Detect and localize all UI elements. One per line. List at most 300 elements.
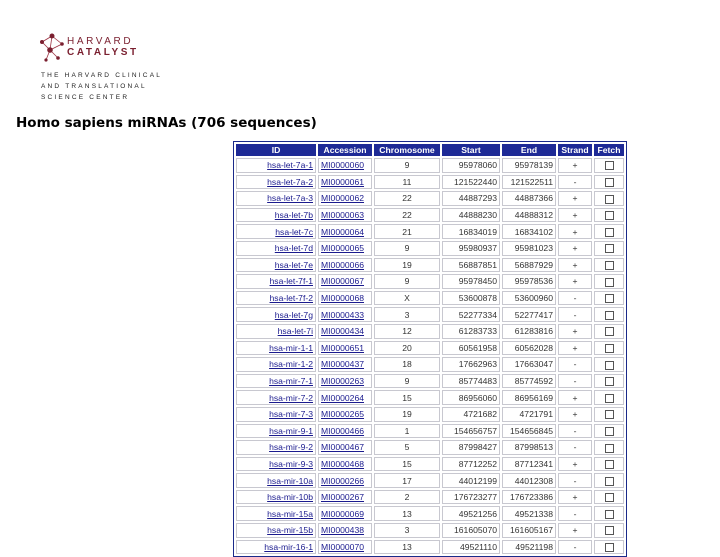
mirna-id-link[interactable]: hsa-mir-1-1 <box>269 342 313 353</box>
end-text: 154656845 <box>509 425 553 436</box>
column-header-id[interactable]: ID <box>236 144 316 156</box>
accession-cell <box>318 440 372 455</box>
strand-text: - <box>573 309 577 320</box>
table-row <box>236 390 624 405</box>
start-text: 53600878 <box>458 293 497 304</box>
strand-cell <box>558 291 592 306</box>
harvard-catalyst-logo <box>38 32 163 104</box>
start-cell <box>442 175 500 190</box>
strand-text: + <box>572 243 578 254</box>
table-row <box>236 191 624 206</box>
chromosome-text: 1 <box>404 425 410 436</box>
fetch-checkbox[interactable] <box>605 195 614 204</box>
end-cell <box>502 440 556 455</box>
table-row <box>236 540 624 555</box>
mirna-id-link[interactable]: hsa-let-7b <box>274 210 313 221</box>
mirna-id-link[interactable]: hsa-mir-16-1 <box>264 541 313 552</box>
table-row <box>236 506 624 521</box>
accession-link[interactable]: MI0000466 <box>321 425 365 436</box>
end-text: 87998513 <box>514 442 553 453</box>
end-cell <box>502 258 556 273</box>
strand-cell <box>558 540 592 555</box>
end-cell <box>502 175 556 190</box>
fetch-checkbox[interactable] <box>605 477 614 486</box>
end-text: 176723386 <box>509 492 553 503</box>
table-row <box>236 374 624 389</box>
fetch-cell <box>594 490 624 505</box>
chromosome-cell <box>374 523 440 538</box>
chromosome-cell <box>374 241 440 256</box>
logo-tagline-3: SCIENCE CENTER <box>41 94 130 101</box>
fetch-checkbox[interactable] <box>605 361 614 370</box>
chromosome-cell <box>374 506 440 521</box>
column-header-strand[interactable]: Strand <box>558 144 592 156</box>
accession-cell <box>318 158 372 173</box>
fetch-cell <box>594 241 624 256</box>
accession-cell <box>318 506 372 521</box>
table-row <box>236 457 624 472</box>
end-cell <box>502 473 556 488</box>
chromosome-cell <box>374 191 440 206</box>
fetch-checkbox[interactable] <box>605 311 614 320</box>
chromosome-text: 9 <box>404 376 410 387</box>
accession-link[interactable]: MI0000060 <box>321 160 365 171</box>
accession-link[interactable]: MI0000264 <box>321 392 365 403</box>
accession-link[interactable]: MI0000069 <box>321 508 365 519</box>
strand-text: - <box>573 425 577 436</box>
accession-link[interactable]: MI0000063 <box>321 210 365 221</box>
strand-text: - <box>573 176 577 187</box>
accession-link[interactable]: MI0000065 <box>321 243 365 254</box>
fetch-checkbox[interactable] <box>605 161 614 170</box>
column-header-fetch[interactable]: Fetch <box>594 144 624 156</box>
chromosome-text: 13 <box>402 541 412 552</box>
chromosome-text: 11 <box>402 176 412 187</box>
start-text: 56887851 <box>458 259 497 270</box>
accession-link[interactable]: MI0000067 <box>321 276 365 287</box>
fetch-cell <box>594 374 624 389</box>
strand-cell <box>558 440 592 455</box>
accession-cell <box>318 241 372 256</box>
column-header-start[interactable]: Start <box>442 144 500 156</box>
logo-catalyst-text: CATALYST <box>67 47 139 58</box>
mirna-id-cell <box>236 191 316 206</box>
start-cell <box>442 158 500 173</box>
accession-link[interactable]: MI0000265 <box>321 409 365 420</box>
accession-link[interactable]: MI0000437 <box>321 359 365 370</box>
fetch-checkbox[interactable] <box>605 394 614 403</box>
start-cell <box>442 506 500 521</box>
accession-cell <box>318 224 372 239</box>
end-text: 16834102 <box>514 226 553 237</box>
fetch-checkbox[interactable] <box>605 543 614 552</box>
fetch-cell <box>594 473 624 488</box>
table-body <box>236 158 624 554</box>
end-cell <box>502 407 556 422</box>
chromosome-text: 22 <box>402 193 412 204</box>
end-text: 95981023 <box>514 243 553 254</box>
start-text: 95978450 <box>458 276 497 287</box>
fetch-checkbox[interactable] <box>605 211 614 220</box>
chromosome-text: 15 <box>402 458 412 469</box>
start-cell <box>442 324 500 339</box>
end-cell <box>502 374 556 389</box>
start-text: 49521110 <box>460 541 497 552</box>
chromosome-cell <box>374 208 440 223</box>
start-cell <box>442 390 500 405</box>
fetch-cell <box>594 440 624 455</box>
accession-link[interactable]: MI0000263 <box>321 376 365 387</box>
accession-cell <box>318 490 372 505</box>
chromosome-cell <box>374 490 440 505</box>
end-cell <box>502 307 556 322</box>
mirna-id-link[interactable]: hsa-mir-7-3 <box>269 409 313 420</box>
start-cell <box>442 374 500 389</box>
start-cell <box>442 457 500 472</box>
fetch-checkbox[interactable] <box>605 526 614 535</box>
end-cell <box>502 224 556 239</box>
strand-cell <box>558 191 592 206</box>
column-header-accession[interactable]: Accession <box>318 144 372 156</box>
mirna-id-link[interactable]: hsa-let-7d <box>274 243 313 254</box>
end-cell <box>502 457 556 472</box>
accession-cell <box>318 523 372 538</box>
chromosome-text: 12 <box>402 326 412 337</box>
end-text: 61283816 <box>514 326 553 337</box>
table-row <box>236 258 624 273</box>
end-cell <box>502 324 556 339</box>
start-cell <box>442 523 500 538</box>
table-row <box>236 341 624 356</box>
accession-link[interactable]: MI0000064 <box>321 226 365 237</box>
accession-link[interactable]: MI0000433 <box>321 309 365 320</box>
end-text: 49521198 <box>515 541 553 552</box>
accession-cell <box>318 258 372 273</box>
fetch-checkbox[interactable] <box>605 493 614 502</box>
table-row <box>236 440 624 455</box>
fetch-cell <box>594 341 624 356</box>
accession-cell <box>318 341 372 356</box>
table-header-row <box>236 144 624 156</box>
start-text: 16834019 <box>458 226 497 237</box>
end-cell <box>502 490 556 505</box>
end-text: 52277417 <box>514 309 553 320</box>
fetch-checkbox[interactable] <box>605 228 614 237</box>
strand-cell <box>558 506 592 521</box>
fetch-cell <box>594 424 624 439</box>
table-row <box>236 291 624 306</box>
chromosome-text: 18 <box>402 359 412 370</box>
start-text: 87998427 <box>458 442 497 453</box>
end-text: 49521338 <box>514 508 553 519</box>
mirna-id-link[interactable]: hsa-let-7a-2 <box>267 176 313 187</box>
fetch-checkbox[interactable] <box>605 244 614 253</box>
start-text: 176723277 <box>453 492 497 503</box>
start-text: 161605070 <box>453 525 497 536</box>
start-cell <box>442 208 500 223</box>
end-cell <box>502 357 556 372</box>
mirna-id-link[interactable]: hsa-let-7g <box>274 309 313 320</box>
mirna-id-link[interactable]: hsa-mir-15b <box>267 525 313 536</box>
mirna-id-link[interactable]: hsa-mir-9-1 <box>269 425 313 436</box>
start-text: 44012199 <box>458 475 497 486</box>
accession-link[interactable]: MI0000267 <box>321 492 365 503</box>
fetch-checkbox[interactable] <box>605 178 614 187</box>
mirna-id-link[interactable]: hsa-let-7f-1 <box>269 276 313 287</box>
accession-cell <box>318 390 372 405</box>
mirna-id-link[interactable]: hsa-mir-9-2 <box>269 442 313 453</box>
mirna-id-cell <box>236 307 316 322</box>
strand-cell <box>558 274 592 289</box>
fetch-cell <box>594 258 624 273</box>
strand-text: + <box>572 276 578 287</box>
start-cell <box>442 291 500 306</box>
end-text: 4721791 <box>519 409 553 420</box>
strand-text: - <box>573 293 577 304</box>
start-cell <box>442 440 500 455</box>
end-text: 44888312 <box>514 210 553 221</box>
accession-link[interactable]: MI0000434 <box>321 326 365 337</box>
chromosome-cell <box>374 440 440 455</box>
end-text: 44012308 <box>514 475 553 486</box>
mirna-id-cell <box>236 440 316 455</box>
chromosome-text: 5 <box>404 442 410 453</box>
start-text: 87712252 <box>458 458 497 469</box>
mirna-id-cell <box>236 490 316 505</box>
chromosome-text: 13 <box>402 508 412 519</box>
strand-cell <box>558 341 592 356</box>
mirna-id-link[interactable]: hsa-mir-7-2 <box>269 392 313 403</box>
fetch-cell <box>594 390 624 405</box>
chromosome-text: 9 <box>404 276 410 287</box>
accession-link[interactable]: MI0000068 <box>321 293 365 304</box>
end-text: 161605167 <box>509 525 553 536</box>
strand-cell <box>558 158 592 173</box>
mirna-id-link[interactable]: hsa-mir-10b <box>267 492 313 503</box>
mirna-table <box>233 141 627 557</box>
chromosome-cell <box>374 473 440 488</box>
start-text: 61283733 <box>458 326 497 337</box>
accession-link[interactable]: MI0000062 <box>321 193 365 204</box>
end-text: 95978139 <box>514 160 553 171</box>
table-row <box>236 324 624 339</box>
strand-cell <box>558 241 592 256</box>
fetch-cell <box>594 208 624 223</box>
end-cell <box>502 241 556 256</box>
fetch-checkbox[interactable] <box>605 278 614 287</box>
chromosome-text: 9 <box>404 243 410 254</box>
fetch-cell <box>594 407 624 422</box>
accession-link[interactable]: MI0000468 <box>321 458 365 469</box>
accession-cell <box>318 175 372 190</box>
strand-text: - <box>573 376 577 387</box>
start-text: 86956060 <box>458 392 497 403</box>
accession-cell <box>318 324 372 339</box>
end-text: 60562028 <box>514 342 553 353</box>
end-text: 95978536 <box>514 276 553 287</box>
fetch-cell <box>594 523 624 538</box>
chromosome-cell <box>374 390 440 405</box>
chromosome-text: X <box>404 293 410 304</box>
start-cell <box>442 357 500 372</box>
mirna-id-cell <box>236 208 316 223</box>
mirna-id-link[interactable]: hsa-mir-15a <box>267 508 313 519</box>
start-cell <box>442 224 500 239</box>
mirna-id-cell <box>236 390 316 405</box>
mirna-id-link[interactable]: hsa-mir-9-3 <box>269 458 313 469</box>
end-cell <box>502 540 556 555</box>
strand-cell <box>558 307 592 322</box>
fetch-cell <box>594 291 624 306</box>
accession-link[interactable]: MI0000070 <box>321 541 365 552</box>
mirna-id-cell <box>236 341 316 356</box>
mirna-id-link[interactable]: hsa-mir-1-2 <box>269 359 313 370</box>
start-text: 17662963 <box>458 359 497 370</box>
strand-text: - <box>573 508 577 519</box>
mirna-id-cell <box>236 258 316 273</box>
mirna-id-link[interactable]: hsa-let-7e <box>274 259 313 270</box>
fetch-checkbox[interactable] <box>605 327 614 336</box>
chromosome-text: 20 <box>402 342 412 353</box>
fetch-checkbox[interactable] <box>605 377 614 386</box>
accession-cell <box>318 291 372 306</box>
column-header-chromosome[interactable]: Chromosome <box>374 144 440 156</box>
accession-cell <box>318 191 372 206</box>
table-row <box>236 208 624 223</box>
mirna-id-link[interactable]: hsa-mir-7-1 <box>269 376 313 387</box>
fetch-checkbox[interactable] <box>605 344 614 353</box>
chromosome-cell <box>374 407 440 422</box>
fetch-cell <box>594 540 624 555</box>
mirna-id-link[interactable]: hsa-let-7a-1 <box>267 160 313 171</box>
logo-tagline-1: THE HARVARD CLINICAL <box>41 72 163 79</box>
accession-cell <box>318 473 372 488</box>
strand-cell <box>558 473 592 488</box>
start-cell <box>442 274 500 289</box>
start-text: 121522440 <box>453 176 497 187</box>
accession-cell <box>318 307 372 322</box>
chromosome-cell <box>374 158 440 173</box>
strand-cell <box>558 208 592 223</box>
accession-cell <box>318 424 372 439</box>
start-text: 95980937 <box>458 243 497 254</box>
strand-cell <box>558 224 592 239</box>
mirna-id-cell <box>236 357 316 372</box>
mirna-id-link[interactable]: hsa-let-7f-2 <box>269 293 313 304</box>
end-cell <box>502 208 556 223</box>
strand-text: + <box>572 210 578 221</box>
fetch-checkbox[interactable] <box>605 444 614 453</box>
chromosome-cell <box>374 424 440 439</box>
strand-text: + <box>572 326 578 337</box>
strand-text: + <box>572 525 578 536</box>
end-cell <box>502 191 556 206</box>
chromosome-text: 22 <box>402 210 412 221</box>
mirna-id-cell <box>236 175 316 190</box>
chromosome-text: 3 <box>404 525 410 536</box>
fetch-cell <box>594 506 624 521</box>
table-row <box>236 158 624 173</box>
mirna-id-link[interactable]: hsa-mir-10a <box>267 475 313 486</box>
mirna-id-cell <box>236 274 316 289</box>
strand-text: + <box>572 193 578 204</box>
fetch-checkbox[interactable] <box>605 427 614 436</box>
accession-link[interactable]: MI0000061 <box>321 176 365 187</box>
strand-text: + <box>572 160 578 171</box>
end-text: 44887366 <box>514 193 553 204</box>
fetch-cell <box>594 158 624 173</box>
mirna-id-cell <box>236 158 316 173</box>
table-row <box>236 523 624 538</box>
fetch-cell <box>594 457 624 472</box>
end-cell <box>502 291 556 306</box>
mirna-id-cell <box>236 457 316 472</box>
accession-link[interactable]: MI0000467 <box>321 442 365 453</box>
chromosome-cell <box>374 341 440 356</box>
start-cell <box>442 241 500 256</box>
fetch-checkbox[interactable] <box>605 410 614 419</box>
mirna-id-cell <box>236 291 316 306</box>
chromosome-cell <box>374 274 440 289</box>
mirna-id-cell <box>236 324 316 339</box>
chromosome-cell <box>374 324 440 339</box>
mirna-id-link[interactable]: hsa-let-7i <box>277 326 313 337</box>
fetch-checkbox[interactable] <box>605 510 614 519</box>
accession-link[interactable]: MI0000438 <box>321 525 365 536</box>
fetch-cell <box>594 307 624 322</box>
table-row <box>236 407 624 422</box>
fetch-cell <box>594 357 624 372</box>
fetch-cell <box>594 175 624 190</box>
column-header-end[interactable]: End <box>502 144 556 156</box>
chromosome-cell <box>374 357 440 372</box>
strand-text: + <box>572 458 578 469</box>
table-row <box>236 424 624 439</box>
strand-text: + <box>572 226 578 237</box>
chromosome-cell <box>374 457 440 472</box>
mirna-id-cell <box>236 407 316 422</box>
chromosome-text: 3 <box>404 309 410 320</box>
mirna-table-container <box>233 141 627 557</box>
table-row <box>236 224 624 239</box>
mirna-id-cell <box>236 506 316 521</box>
table-row <box>236 490 624 505</box>
chromosome-cell <box>374 307 440 322</box>
mirna-id-cell <box>236 241 316 256</box>
fetch-checkbox[interactable] <box>605 261 614 270</box>
start-text: 154656757 <box>453 425 497 436</box>
fetch-checkbox[interactable] <box>605 460 614 469</box>
mirna-id-link[interactable]: hsa-let-7a-3 <box>267 193 313 204</box>
accession-link[interactable]: MI0000266 <box>321 475 365 486</box>
strand-text: + <box>572 259 578 270</box>
end-text: 87712341 <box>514 458 553 469</box>
accession-link[interactable]: MI0000651 <box>321 342 365 353</box>
fetch-cell <box>594 224 624 239</box>
start-cell <box>442 191 500 206</box>
page-title: Homo sapiens miRNAs (706 sequences) <box>16 115 317 131</box>
end-cell <box>502 274 556 289</box>
start-text: 44887293 <box>458 193 497 204</box>
accession-link[interactable]: MI0000066 <box>321 259 365 270</box>
mirna-id-link[interactable]: hsa-let-7c <box>275 226 313 237</box>
start-cell <box>442 424 500 439</box>
table-row <box>236 175 624 190</box>
network-logo-icon <box>38 32 68 64</box>
accession-cell <box>318 357 372 372</box>
fetch-checkbox[interactable] <box>605 294 614 303</box>
end-cell <box>502 523 556 538</box>
